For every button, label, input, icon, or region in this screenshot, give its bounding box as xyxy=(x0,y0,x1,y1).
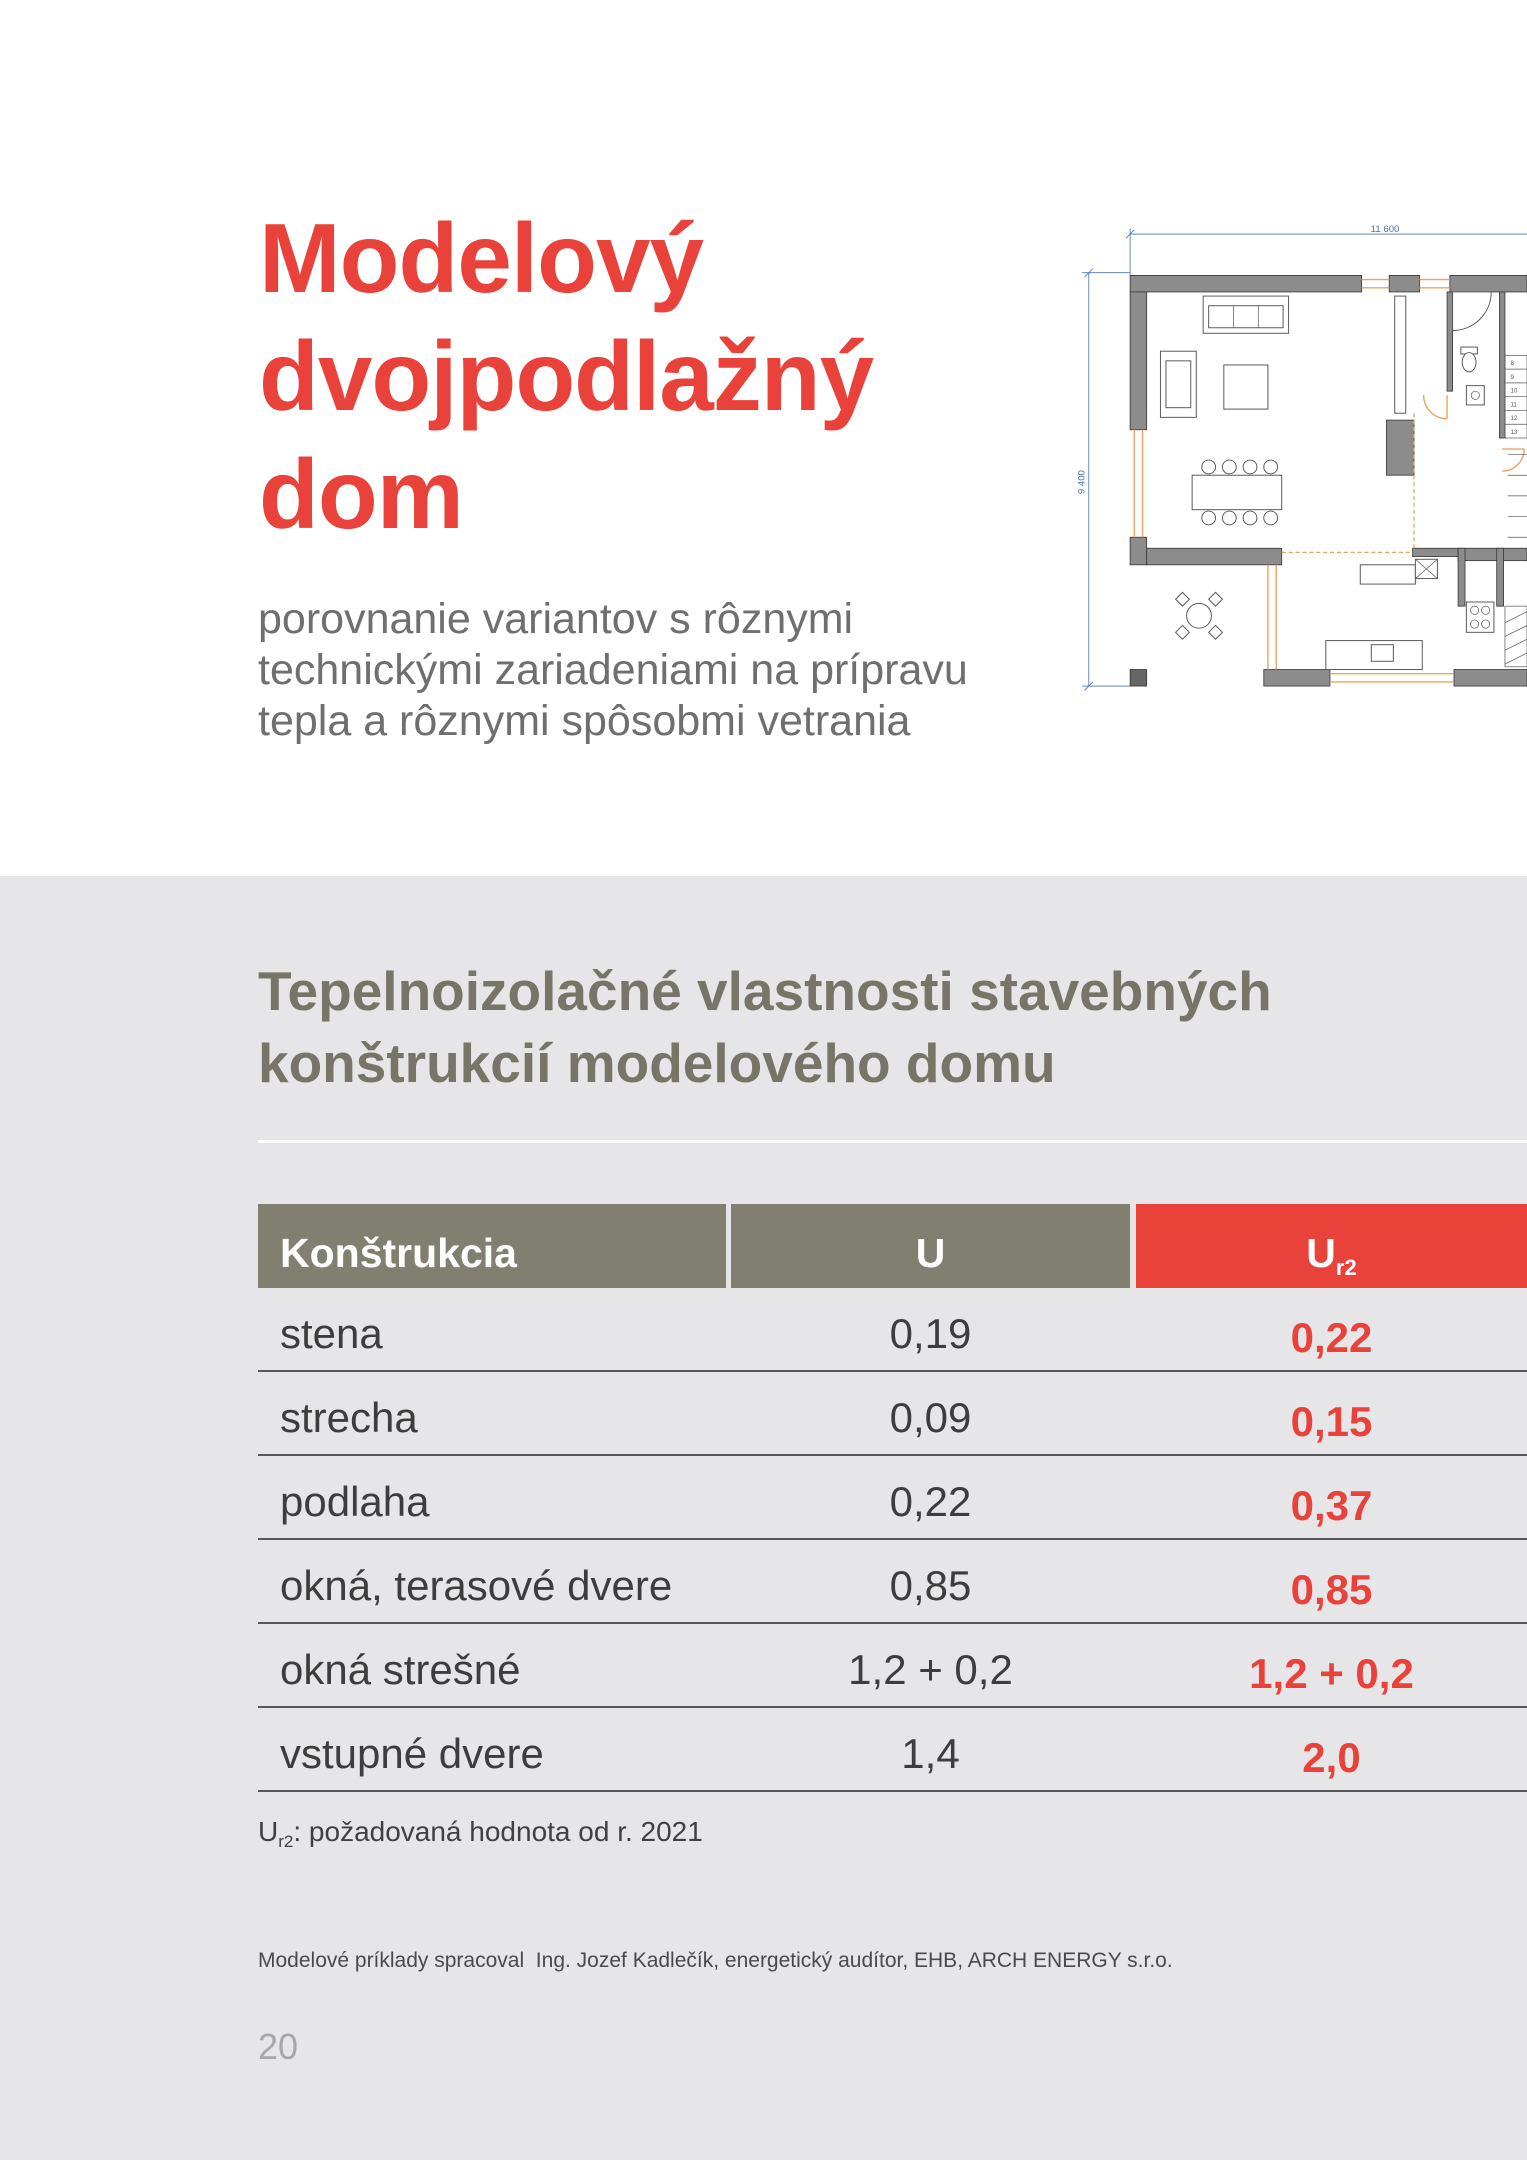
construction-cell: podlaha xyxy=(280,1478,430,1525)
construction-cell: stena xyxy=(280,1310,383,1357)
footnote-subscript: r2 xyxy=(278,1832,294,1851)
sofa xyxy=(1203,296,1288,333)
header-u xyxy=(731,1204,1130,1288)
subtitle-line: technickými zariadeniami na prípravu xyxy=(258,646,968,694)
ur2-value-cell: 2,0 xyxy=(1302,1734,1361,1781)
header-ur2-symbol: U xyxy=(1306,1230,1336,1276)
header-u-label: U xyxy=(915,1230,946,1276)
title-line: dvojpodlažný xyxy=(259,321,874,431)
footnote-text: : požadovaná hodnota od r. 2021 xyxy=(293,1816,703,1847)
u-value-cell: 0,09 xyxy=(889,1394,972,1441)
dimension-width-label: 11 600 xyxy=(1370,224,1400,235)
u-value-cell: 0,22 xyxy=(889,1478,972,1525)
construction-cell: okná, terasové dvere xyxy=(280,1562,673,1609)
table-row xyxy=(258,1372,1527,1456)
ur2-value-cell: 1,2 + 0,2 xyxy=(1249,1650,1414,1697)
coffee-table xyxy=(1224,365,1268,409)
construction-cell: okná strešné xyxy=(280,1646,521,1693)
header-construction xyxy=(258,1204,726,1288)
section-heading xyxy=(258,955,1272,1099)
furniture xyxy=(1160,292,1493,670)
u-value-cell: 0,85 xyxy=(889,1562,972,1609)
kitchen xyxy=(1326,559,1494,669)
construction-cell: strecha xyxy=(280,1394,418,1441)
dimension-height-label: 9 400 xyxy=(1076,470,1088,495)
page-title xyxy=(259,199,873,553)
header-construction-label: Konštrukcia xyxy=(280,1230,517,1276)
cabinet xyxy=(1395,296,1406,413)
armchair xyxy=(1160,351,1196,417)
title-line: dom xyxy=(259,439,463,549)
ur2-value-cell: 0,37 xyxy=(1290,1482,1373,1529)
header-ur2-subscript: r2 xyxy=(1335,1255,1357,1280)
dining-set xyxy=(1192,460,1282,525)
stair-number: 13 xyxy=(1510,428,1518,436)
bathroom xyxy=(1453,292,1492,405)
table-row xyxy=(258,1456,1527,1540)
stair-number: 12 xyxy=(1510,415,1518,423)
construction-cell: vstupné dvere xyxy=(280,1730,544,1777)
header-ur2-label xyxy=(1306,1230,1357,1280)
table-row xyxy=(258,1540,1527,1624)
ur2-value-cell: 0,85 xyxy=(1290,1566,1373,1613)
stair-number: 8 xyxy=(1510,359,1514,367)
author-credit: Modelové príklady spracoval Ing. Jozef Kadlečík, energetický audítor, EHB, ARCH ENERGY s.r.o. xyxy=(258,1949,1173,1972)
table-row xyxy=(258,1624,1527,1708)
page-subtitle xyxy=(258,594,968,747)
table-header-row xyxy=(258,1204,1527,1288)
ur2-value-cell: 0,15 xyxy=(1290,1398,1373,1445)
stair-number: 10 xyxy=(1510,387,1518,395)
terrace-table xyxy=(1176,592,1223,639)
footnote-symbol: U xyxy=(258,1816,279,1847)
heading-line: konštrukcií modelového domu xyxy=(258,1032,1056,1094)
floor-plan-drawing xyxy=(1075,220,1527,696)
title-line: Modelový xyxy=(259,203,703,313)
u-value-cell: 1,2 + 0,2 xyxy=(848,1646,1013,1693)
staircase xyxy=(1505,355,1527,666)
table-row xyxy=(258,1288,1527,1372)
page-number: 20 xyxy=(258,2026,299,2067)
ur2-value-cell: 0,22 xyxy=(1290,1314,1373,1361)
heading-line: Tepelnoizolačné vlastnosti stavebných xyxy=(258,960,1272,1022)
u-values-table xyxy=(258,1204,1527,1792)
subtitle-line: tepla a rôznymi spôsobmi vetrania xyxy=(258,697,911,745)
table-footnote xyxy=(258,1815,703,1853)
u-value-cell: 0,19 xyxy=(889,1310,972,1357)
u-value-cell: 1,4 xyxy=(901,1730,960,1777)
table-row xyxy=(258,1708,1527,1792)
section-divider xyxy=(258,1140,1527,1143)
stair-number: 11 xyxy=(1510,401,1517,409)
header-ur2 xyxy=(1136,1204,1527,1288)
stair-number: 9 xyxy=(1510,373,1514,381)
subtitle-line: porovnanie variantov s rôznymi xyxy=(258,595,854,643)
